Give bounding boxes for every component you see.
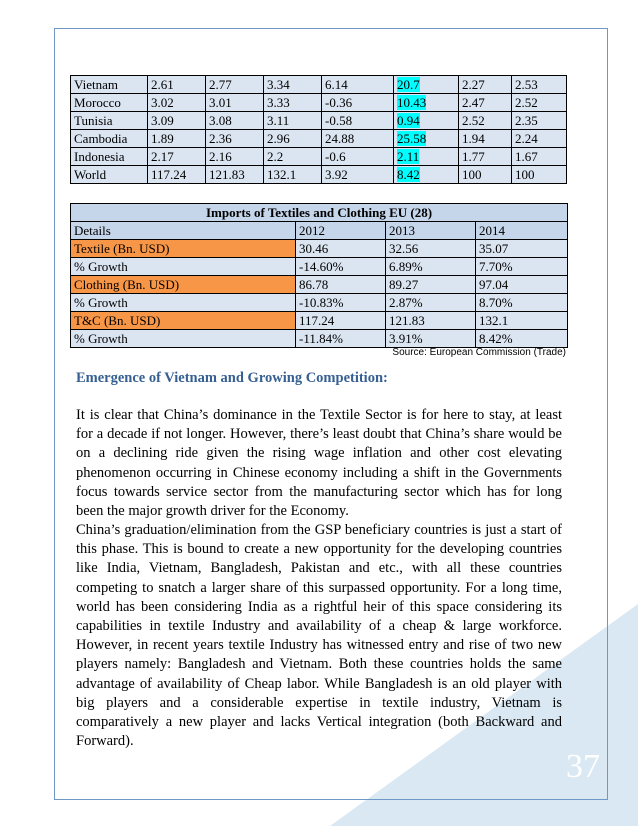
table-cell: 3.34 bbox=[264, 76, 322, 94]
table-cell: 132.1 bbox=[476, 312, 568, 330]
table-cell bbox=[394, 76, 459, 94]
table-cell: 3.09 bbox=[148, 112, 206, 130]
table-cell: % Growth bbox=[71, 330, 296, 348]
table-cell: 32.56 bbox=[386, 240, 476, 258]
table-cell: 35.07 bbox=[476, 240, 568, 258]
table-cell: 8.42% bbox=[476, 330, 568, 348]
table-cell: -0.6 bbox=[322, 148, 394, 166]
table-cell: 86.78 bbox=[296, 276, 386, 294]
table-row bbox=[71, 112, 567, 130]
table-row bbox=[71, 166, 567, 184]
table-row bbox=[71, 148, 567, 166]
table-row bbox=[71, 94, 567, 112]
table-cell: 1.94 bbox=[459, 130, 512, 148]
table-cell: 1.67 bbox=[512, 148, 567, 166]
paragraph-2: China’s graduation/elimination from the GSP beneficiary countries is just a start of this phase. This is bound to create a new opportunity for the developing countries like India, Vietnam, Bangladesh, Pakistan and etc., with all these countries competing to snatch a larger share of this surpassed opportunity. For a long time, world has been considering India as a rightful heir of this space considering its capabilities in textile Industry and availability of a cheap & large workforce. However, in recent years textile Industry has witnessed entry and rise of two new players namely: Bangladesh and Vietnam. Both these countries holds the same advantage of availability of Cheap labor. While Bangladesh is an old player with big players and a considerable expertise in textile industry, Vietnam is comparatively a new player and lacks Vertical integration (both Backward and Forward). bbox=[76, 522, 562, 750]
table-row bbox=[71, 312, 568, 330]
table-cell: 2.17 bbox=[148, 148, 206, 166]
header-cell: Details bbox=[71, 222, 296, 240]
table-cell: 8.70% bbox=[476, 294, 568, 312]
highlighted-value: 10.43 bbox=[397, 95, 427, 110]
table-row bbox=[71, 294, 568, 312]
highlighted-value: 0.94 bbox=[397, 113, 420, 128]
table-cell: 2.24 bbox=[512, 130, 567, 148]
table-cell bbox=[394, 148, 459, 166]
header-cell: 2014 bbox=[476, 222, 568, 240]
table-cell bbox=[394, 94, 459, 112]
header-cell: 2013 bbox=[386, 222, 476, 240]
table-row bbox=[71, 258, 568, 276]
highlighted-value: 25.58 bbox=[397, 131, 427, 146]
source-note: Source: European Commission (Trade) bbox=[392, 347, 566, 358]
table-cell: 24.88 bbox=[322, 130, 394, 148]
highlighted-value: 2.11 bbox=[397, 149, 420, 164]
table-cell: 2.87% bbox=[386, 294, 476, 312]
table-cell: 7.70% bbox=[476, 258, 568, 276]
country-share-table bbox=[70, 75, 567, 184]
table-cell: 2.35 bbox=[512, 112, 567, 130]
section-heading: Emergence of Vietnam and Growing Competition: bbox=[76, 370, 388, 386]
table-cell: % Growth bbox=[71, 294, 296, 312]
highlighted-value: 20.7 bbox=[397, 77, 420, 92]
highlighted-value: 8.42 bbox=[397, 167, 420, 182]
table-cell: 2.2 bbox=[264, 148, 322, 166]
table-cell: Indonesia bbox=[71, 148, 148, 166]
table-cell: 3.91% bbox=[386, 330, 476, 348]
table-cell: -0.36 bbox=[322, 94, 394, 112]
table-cell: 100 bbox=[459, 166, 512, 184]
table-cell: 3.02 bbox=[148, 94, 206, 112]
table-cell: 3.08 bbox=[206, 112, 264, 130]
table-cell: 2.52 bbox=[512, 94, 567, 112]
table-cell: 6.14 bbox=[322, 76, 394, 94]
table-cell: 97.04 bbox=[476, 276, 568, 294]
table-cell: 1.77 bbox=[459, 148, 512, 166]
table-cell: 6.89% bbox=[386, 258, 476, 276]
table-row bbox=[71, 330, 568, 348]
table-cell: 2.53 bbox=[512, 76, 567, 94]
table-row bbox=[71, 240, 568, 258]
table-cell: 1.89 bbox=[148, 130, 206, 148]
table-cell: 121.83 bbox=[206, 166, 264, 184]
table-cell: Vietnam bbox=[71, 76, 148, 94]
table-cell: 2.47 bbox=[459, 94, 512, 112]
table-cell: 3.33 bbox=[264, 94, 322, 112]
table-cell: 2.61 bbox=[148, 76, 206, 94]
table-cell: 3.11 bbox=[264, 112, 322, 130]
table-title: Imports of Textiles and Clothing EU (28) bbox=[71, 204, 568, 222]
table-cell: Morocco bbox=[71, 94, 148, 112]
table-cell bbox=[394, 112, 459, 130]
table-cell: 2.77 bbox=[206, 76, 264, 94]
table-cell: Clothing (Bn. USD) bbox=[71, 276, 296, 294]
table-cell: Cambodia bbox=[71, 130, 148, 148]
table-header-row bbox=[71, 222, 568, 240]
table-cell: 132.1 bbox=[264, 166, 322, 184]
table-cell: -0.58 bbox=[322, 112, 394, 130]
header-cell: 2012 bbox=[296, 222, 386, 240]
table-cell: 2.16 bbox=[206, 148, 264, 166]
table-cell: Textile (Bn. USD) bbox=[71, 240, 296, 258]
table-cell: 121.83 bbox=[386, 312, 476, 330]
table-cell: 2.52 bbox=[459, 112, 512, 130]
table-cell bbox=[394, 130, 459, 148]
table-cell: World bbox=[71, 166, 148, 184]
paragraph-1: It is clear that China’s dominance in the Textile Sector is for here to stay, at least for a decade if not longer. However, there’s least doubt that China’s share would be on a declining ride given the rising wage inflation and other cost elevating phenomenon occurring in Chinese economy including a shift in the Governments focus towards service sector from the manufacturing sector which has for long been the major growth driver for the Economy. bbox=[76, 407, 562, 520]
table-cell: -11.84% bbox=[296, 330, 386, 348]
page-number: 37 bbox=[566, 748, 600, 785]
table-title-row bbox=[71, 204, 568, 222]
eu-imports-table bbox=[70, 203, 568, 348]
table-cell: 2.36 bbox=[206, 130, 264, 148]
table-cell: 3.92 bbox=[322, 166, 394, 184]
table-cell: T&C (Bn. USD) bbox=[71, 312, 296, 330]
table-cell: 3.01 bbox=[206, 94, 264, 112]
table-cell: Tunisia bbox=[71, 112, 148, 130]
table-cell: 117.24 bbox=[296, 312, 386, 330]
table-cell: -14.60% bbox=[296, 258, 386, 276]
table-row bbox=[71, 76, 567, 94]
table-cell: % Growth bbox=[71, 258, 296, 276]
table-cell: 89.27 bbox=[386, 276, 476, 294]
table-cell: -10.83% bbox=[296, 294, 386, 312]
table-row bbox=[71, 276, 568, 294]
table-cell: 100 bbox=[512, 166, 567, 184]
table-cell: 2.96 bbox=[264, 130, 322, 148]
table-cell: 2.27 bbox=[459, 76, 512, 94]
table-cell: 30.46 bbox=[296, 240, 386, 258]
table-row bbox=[71, 130, 567, 148]
table-cell bbox=[394, 166, 459, 184]
table-cell: 117.24 bbox=[148, 166, 206, 184]
